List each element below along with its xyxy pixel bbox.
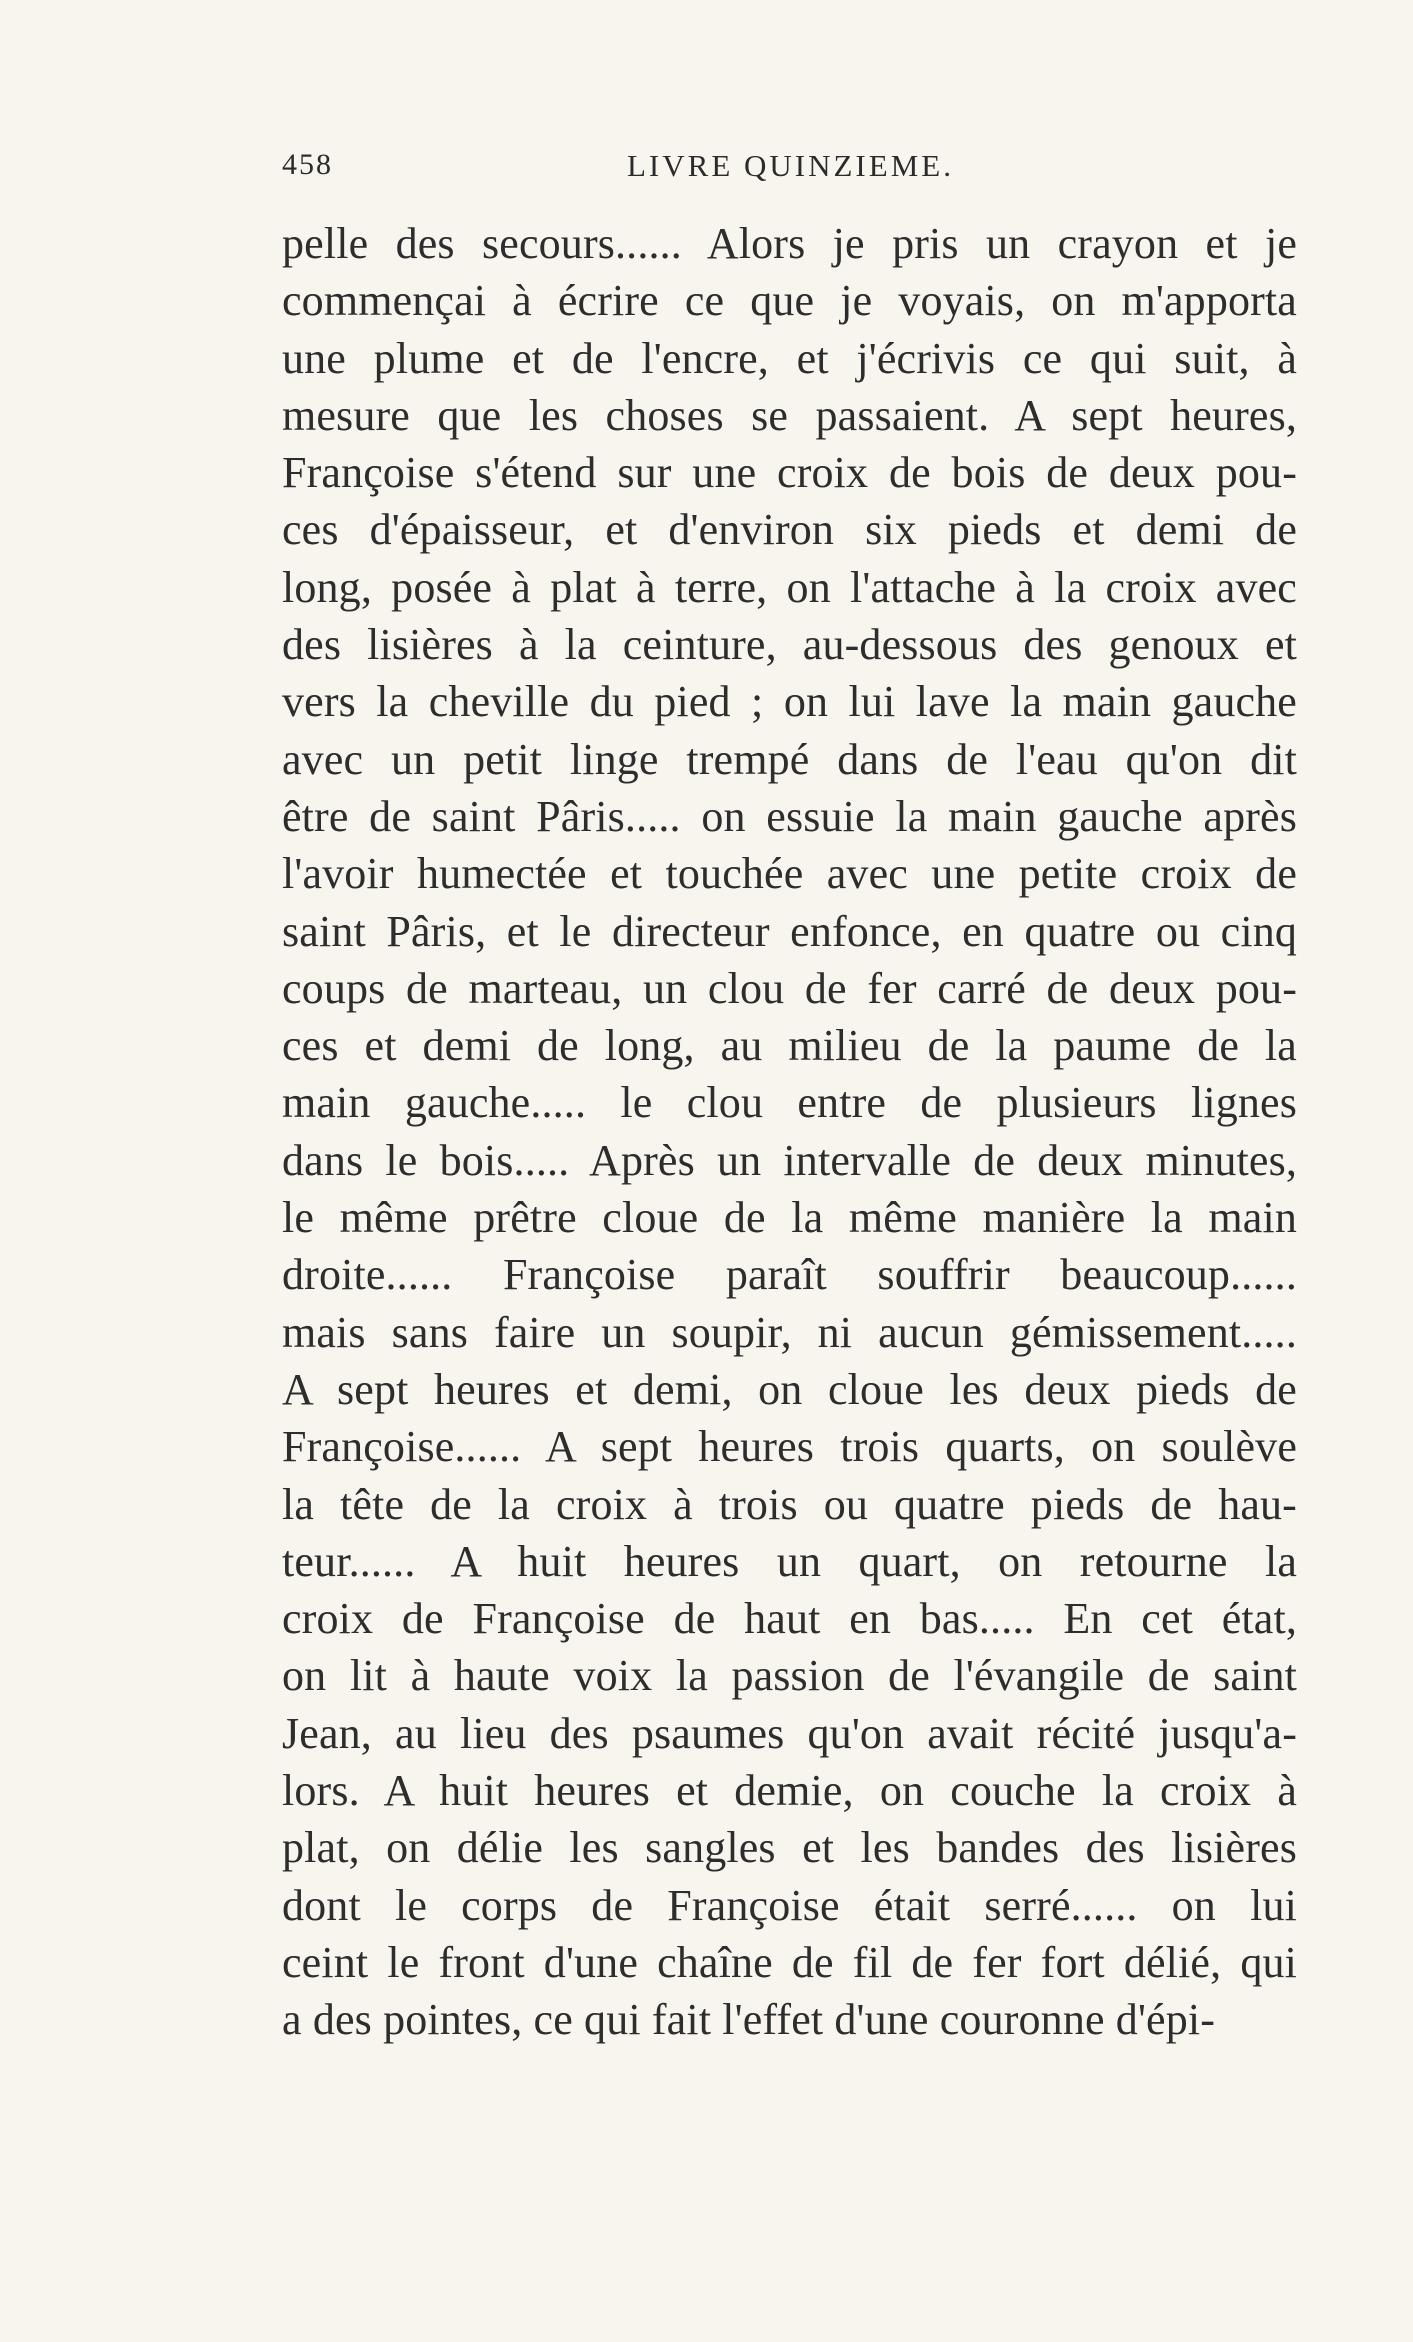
text-line: long, posée à plat à terre, on l'attache à la croix avec: [282, 562, 1297, 612]
page-number: 458: [282, 148, 333, 181]
text-line: saint Pâris, et le directeur enfonce, en quatre ou cinq: [282, 906, 1297, 956]
text-line: avec un petit linge trempé dans de l'eau qu'on dit: [282, 734, 1297, 784]
text-line: Jean, au lieu des psaumes qu'on avait récité jusqu'a-: [282, 1708, 1297, 1758]
text-line: commençai à écrire ce que je voyais, on m'apporta: [282, 276, 1297, 326]
body-text: [282, 215, 1297, 2049]
text-line: mais sans faire un soupir, ni aucun gémissement.....: [282, 1307, 1297, 1357]
text-line: dont le corps de Françoise était serré...... on lui: [282, 1880, 1297, 1930]
text-line: droite...... Françoise paraît souffrir beaucoup......: [282, 1250, 1297, 1300]
page-header: [282, 148, 952, 200]
text-line: on lit à haute voix la passion de l'évangile de saint: [282, 1651, 1297, 1701]
text-line: plat, on délie les sangles et les bandes des lisières: [282, 1823, 1297, 1873]
text-line: ceint le front d'une chaîne de fil de fer fort délié, qui: [282, 1937, 1297, 1987]
text-line: Françoise...... A sept heures trois quarts, on soulève: [282, 1422, 1297, 1472]
text-line: coups de marteau, un clou de fer carré de deux pou-: [282, 963, 1297, 1013]
text-line: pelle des secours...... Alors je pris un crayon et je: [282, 219, 1297, 268]
text-line: ces et demi de long, au milieu de la paume de la: [282, 1021, 1297, 1071]
text-line: teur...... A huit heures un quart, on retourne la: [282, 1536, 1297, 1586]
text-line: mesure que les choses se passaient. A sept heures,: [282, 390, 1297, 440]
text-line: A sept heures et demi, on cloue les deux pieds de: [282, 1364, 1297, 1414]
text-line: vers la cheville du pied ; on lui lave la main gauche: [282, 677, 1297, 727]
text-line: lors. A huit heures et demie, on couche la croix à: [282, 1766, 1297, 1816]
text-line: la tête de la croix à trois ou quatre pieds de hau-: [282, 1479, 1297, 1529]
text-line: être de saint Pâris..... on essuie la main gauche après: [282, 791, 1297, 841]
text-line: le même prêtre cloue de la même manière la main: [282, 1193, 1297, 1243]
text-line: une plume et de l'encre, et j'écrivis ce qui suit, à: [282, 333, 1297, 383]
text-line: main gauche..... le clou entre de plusieurs lignes: [282, 1078, 1297, 1128]
text-line: dans le bois..... Après un intervalle de deux minutes,: [282, 1135, 1297, 1185]
text-line: croix de Françoise de haut en bas..... En cet état,: [282, 1594, 1297, 1644]
running-title: LIVRE QUINZIEME.: [627, 148, 954, 183]
text-line: l'avoir humectée et touchée avec une petite croix de: [282, 849, 1297, 899]
text-line: Françoise s'étend sur une croix de bois de deux pou-: [282, 448, 1297, 498]
text-line: ces d'épaisseur, et d'environ six pieds et demi de: [282, 505, 1297, 555]
text-line: a des pointes, ce qui fait l'effet d'une couronne d'épi-: [282, 1995, 1216, 2045]
text-line: des lisières à la ceinture, au-dessous des genoux et: [282, 620, 1297, 670]
